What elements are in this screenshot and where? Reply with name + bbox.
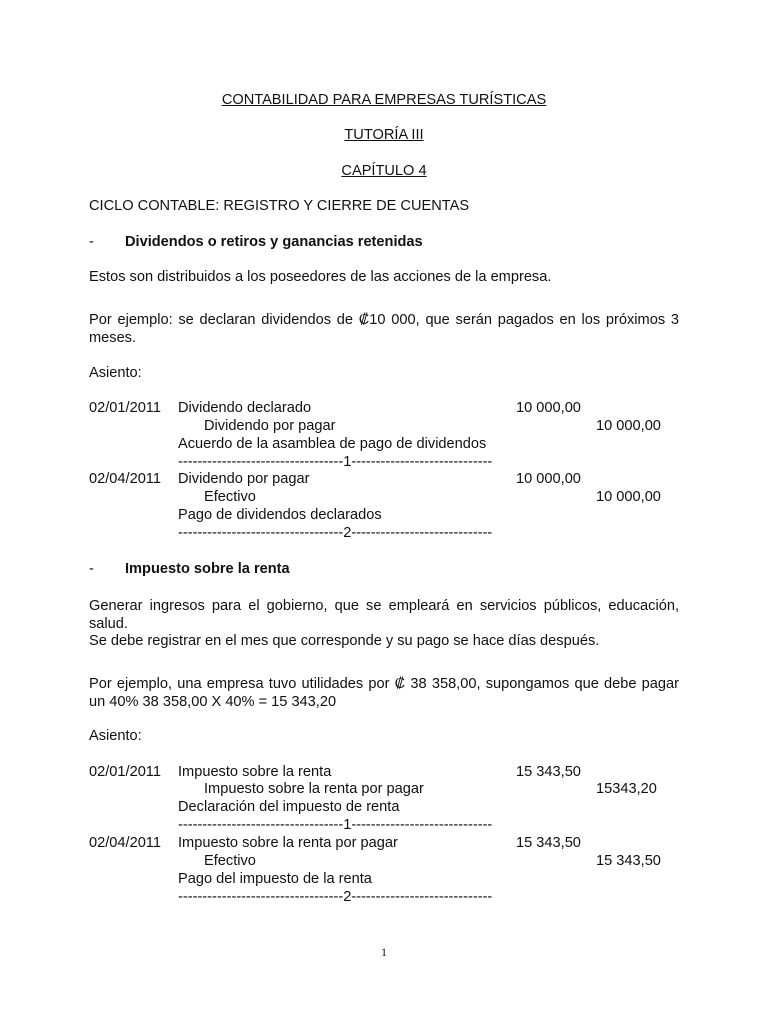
- entry-separator: ----------------------------------1-----------------------------: [178, 817, 493, 833]
- credit-account: Impuesto sobre la renta por pagar: [204, 781, 424, 797]
- credit-amount: 10 000,00: [596, 418, 661, 434]
- impuesto-example: Por ejemplo, una empresa tuvo utilidades por ₡ 38 358,00, supongamos que debe pagar un 40% 38 358,00 X 40% = 15 343,20: [89, 676, 679, 710]
- heading-impuesto: Impuesto sobre la renta: [125, 561, 290, 577]
- entry-separator: ----------------------------------1-----------------------------: [178, 454, 493, 470]
- entry-date: 02/01/2011: [89, 400, 161, 416]
- credit-account: Efectivo: [204, 853, 256, 869]
- tutoria-title: TUTORÍA III: [344, 127, 424, 143]
- entry-description: Pago de dividendos declarados: [178, 507, 382, 523]
- debit-account: Impuesto sobre la renta por pagar: [178, 835, 398, 851]
- debit-amount: 15 343,50: [516, 764, 581, 780]
- bullet-impuesto: -: [89, 561, 94, 577]
- entry-description: Pago del impuesto de la renta: [178, 871, 372, 887]
- entry-date: 02/04/2011: [89, 835, 161, 851]
- debit-account: Dividendo declarado: [178, 400, 312, 416]
- impuesto-asiento-label: Asiento:: [89, 728, 142, 744]
- chapter-title: CAPÍTULO 4: [341, 163, 427, 179]
- entry-description: Declaración del impuesto de renta: [178, 799, 400, 815]
- entry-date: 02/01/2011: [89, 764, 161, 780]
- credit-account: Efectivo: [204, 489, 256, 505]
- impuesto-note: Se debe registrar en el mes que corresponde y su pago se hace días después.: [89, 633, 600, 649]
- debit-amount: 15 343,50: [516, 835, 581, 851]
- entry-description: Acuerdo de la asamblea de pago de dividendos: [178, 436, 487, 452]
- debit-amount: 10 000,00: [516, 400, 581, 416]
- dividendos-example: Por ejemplo: se declaran dividendos de ₡10 000, que serán pagados en los próximos 3 meses.: [89, 312, 679, 346]
- credit-amount: 10 000,00: [596, 489, 661, 505]
- debit-amount: 10 000,00: [516, 471, 581, 487]
- dividendos-asiento-label: Asiento:: [89, 365, 142, 381]
- impuesto-description: Generar ingresos para el gobierno, que se empleará en servicios públicos, educación, salud.: [89, 598, 679, 632]
- bullet-dividendos: -: [89, 234, 94, 250]
- dividendos-description: Estos son distribuidos a los poseedores de las acciones de la empresa.: [89, 269, 552, 285]
- credit-amount: 15 343,50: [596, 853, 661, 869]
- entry-separator: ----------------------------------2-----------------------------: [178, 889, 493, 905]
- debit-account: Dividendo por pagar: [178, 471, 310, 487]
- credit-account: Dividendo por pagar: [204, 418, 336, 434]
- entry-date: 02/04/2011: [89, 471, 161, 487]
- credit-amount: 15343,20: [596, 781, 657, 797]
- heading-dividendos: Dividendos o retiros y ganancias retenidas: [125, 234, 423, 250]
- page-number: 1: [381, 945, 387, 959]
- entry-separator: ----------------------------------2-----------------------------: [178, 525, 493, 541]
- section-title: CICLO CONTABLE: REGISTRO Y CIERRE DE CUENTAS: [89, 198, 470, 214]
- document-title: CONTABILIDAD PARA EMPRESAS TURÍSTICAS: [221, 92, 547, 108]
- debit-account: Impuesto sobre la renta: [178, 764, 332, 780]
